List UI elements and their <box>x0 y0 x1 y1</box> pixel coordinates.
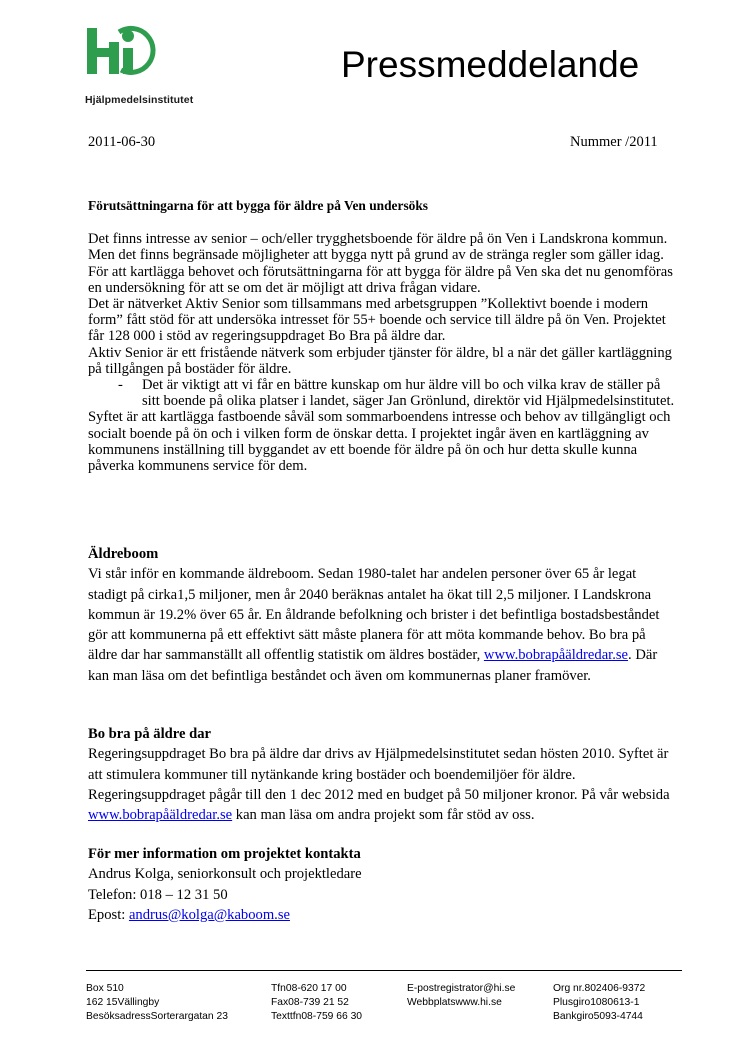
hi-logo <box>85 24 205 110</box>
contact-phone: Telefon: 018 – 12 31 50 <box>88 886 228 903</box>
bobra-link[interactable]: www.bobrapåäldredar.se <box>483 647 629 664</box>
logo-wordmark: Hjälpmedelsinstitutet <box>85 94 194 106</box>
section-text: Vi står inför en kommande äldreboom. Sedan 1980-talet har andelen personer över 65 år legat stadigt på cirka1,5 miljoner, men år 2040 beräknas antalet ha ökat till 2,5 miljoner. I Landskrona kommun är 19.2% över 65 år. En åldrande befolkning och brister i det befintliga bostadsbeståndet gör att kommunerna på ett effektivt sätt måste planera för att möta kommande behov. Bo bra på äldre dar har sammanställt all offentlig statistik om äldres bostäder, www.bobrapåäldredar.se. Där kan man läsa om det befintliga beståndet och även om kommunernas planer framöver. <box>88 566 660 684</box>
article-body <box>88 198 678 474</box>
paragraph: Det är nätverket Aktiv Senior som tillsammans med arbetsgruppen ”Kollektivt boende i modern form” fått stöd för att undersöka intresset för 55+ boende och service till äldre på ön Ven. Projektet får 128 000 i stöd av regeringsuppdraget Bo Bra på äldre dar. <box>88 296 666 345</box>
release-number: Nummer /2011 <box>570 134 658 150</box>
section-aldreboom <box>88 544 678 686</box>
article-heading: Förutsättningarna för att bygga för äldre på Ven undersöks <box>88 198 429 213</box>
section-text: Regeringsuppdraget Bo bra på äldre dar drivs av Hjälpmedelsinstitutet sedan hösten 2010. Syftet är att stimulera kommuner till nytänkande kring bostäder och boendemiljöer för äldre. Regeringsuppdraget pågår till den 1 dec 2012 med en budget på 50 miljoner kronor. På vår websida www.bobrapåäldredar.se kan man läsa om andra projekt som får stöd av oss. <box>88 746 670 824</box>
contact-name: Andrus Kolga, seniorkonsult och projektledare <box>88 866 362 883</box>
paragraph: Aktiv Senior är ett fristående nätverk som erbjuder tjänster för äldre, bl a när det gäller kartläggning på tillgången på bostäder för äldre. <box>88 344 672 377</box>
footer-phone: Tfn08-620 17 00 Fax08-739 21 52 Texttfn08-759 66 30 <box>271 983 363 1022</box>
bullet-dash: - <box>118 377 123 394</box>
contact-heading: För mer information om projektet kontakta <box>88 846 361 862</box>
page-title: Pressmeddelande <box>341 44 640 85</box>
bullet-text: Det är viktigt att vi får en bättre kunskap om hur äldre vill bo och vilka krav de ställer på sitt boende på olika platser i landet, säger Jan Grönlund, direktör vid Hjälpmedelsinstitutet. <box>142 377 675 410</box>
section-heading: Bo bra på äldre dar <box>88 726 211 742</box>
paragraph: Det finns intresse av senior – och/eller trygghetsboende för äldre på ön Ven i Landskrona kommun. Men det finns begränsade möjligheter att bygga nytt på grund av de stränga regler som gäller idag. <box>88 231 668 264</box>
footer-address: Box 510 162 15Vällingby BesöksadressSorterargatan 23 <box>86 983 228 1022</box>
quote-bullet <box>118 377 678 409</box>
section-contact <box>88 844 678 925</box>
email-link[interactable]: andrus@kolga@kaboom.se <box>128 906 290 923</box>
footer-org: Org nr.802406-9372 Plusgiro1080613-1 Bankgiro5093-4744 <box>553 983 646 1022</box>
bobra-link[interactable]: www.bobrapåäldredar.se <box>88 807 233 824</box>
paragraph: För att kartlägga behovet och förutsättningarna för att bygga för äldre på Ven ska det nu genomföras en undersökning för att se om det är möjligt att driva frågan vidare. <box>88 263 673 296</box>
section-heading: Äldreboom <box>88 546 159 562</box>
section-bobra <box>88 724 678 825</box>
paragraph: Syftet är att kartlägga fastboende såväl som sommarboendens intresse och behov av tillgängligt och socialt boende på ön och i vilken form de önskar detta. I projektet ingår även en kartläggning av kommunens inställning till byggandet av ett boende för äldre på ön och hur detta skulle kunna påverka kommunens service för dem. <box>88 409 671 475</box>
hi-logo-icon <box>85 24 161 86</box>
contact-email: Epost: andrus@kolga@kaboom.se <box>88 906 290 923</box>
footer-divider <box>86 970 682 971</box>
footer-web: E-postregistrator@hi.se Webbplatswww.hi.se <box>407 983 516 1008</box>
release-date: 2011-06-30 <box>88 134 156 150</box>
